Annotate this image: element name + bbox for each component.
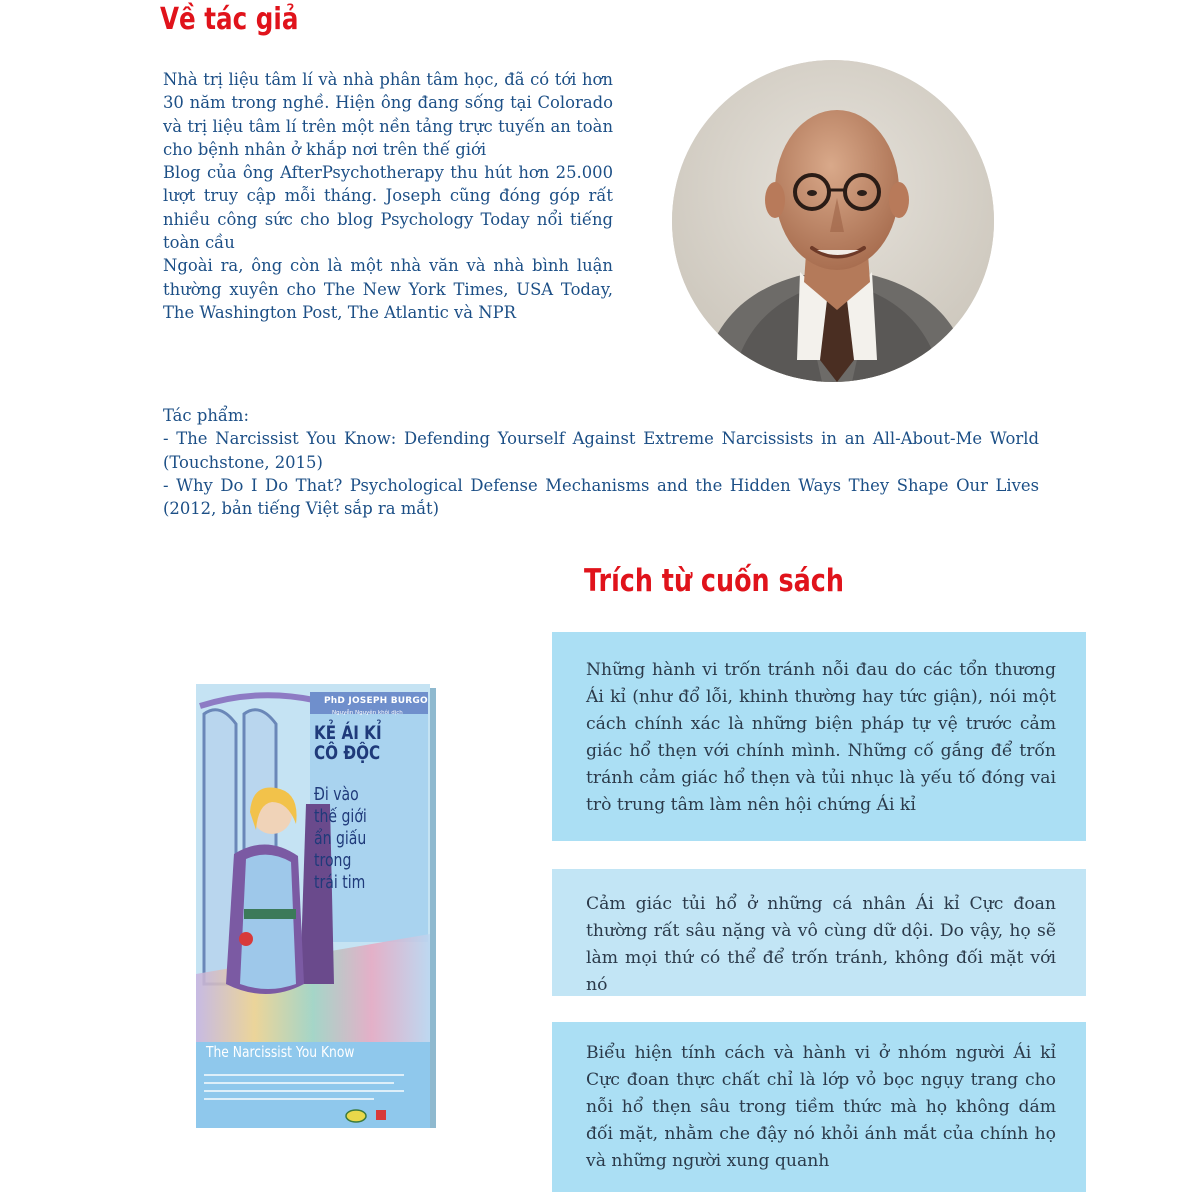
works-label: Tác phẩm:	[163, 406, 249, 425]
book-cover	[196, 684, 436, 1132]
author-bio	[163, 68, 613, 324]
quote-box	[552, 1022, 1086, 1192]
cover-subtitle-line: trong	[314, 850, 352, 871]
cover-subtitle-line: ẩn giấu	[314, 828, 367, 849]
works-list	[163, 404, 1039, 520]
quote-box	[552, 632, 1086, 841]
quote-text: Biểu hiện tính cách và hành vi ở nhóm người Ái kỉ Cực đoan thực chất chỉ là lớp vỏ bọc ngụy trang cho nỗi hổ thẹn sâu trong tiềm thức mà họ không dám đối mặt, nhằm che đậy nó khỏi ánh mắt của chính họ và những người xung quanh	[586, 1043, 1056, 1171]
bio-paragraph: Nhà trị liệu tâm lí và nhà phân tâm học, đã có tới hơn 30 năm trong nghề. Hiện ông đang sống tại Colorado và trị liệu tâm lí trên một nền tảng trực tuyến an toàn cho bệnh nhân ở khắp nơi trên thế giới	[163, 70, 613, 159]
cover-subtitle-line: Đi vào	[314, 784, 359, 805]
cover-translator: Nguyễn Nguyên khôi dịch	[332, 710, 403, 716]
quote-text: Cảm giác tủi hổ ở những cá nhân Ái kỉ Cực đoan thường rất sâu nặng và vô cùng dữ dội. Do vậy, họ sẽ làm mọi thứ có thể để trốn tránh, không đối mặt với nó	[586, 894, 1056, 995]
cover-title-line: CÔ ĐỘC	[314, 742, 381, 764]
cover-author: PhD JOSEPH BURGO	[324, 696, 428, 706]
cover-title-line: KẺ ÁI KỈ	[314, 722, 382, 744]
cover-subtitle-line: thế giới	[314, 806, 367, 827]
bio-paragraph: Ngoài ra, ông còn là một nhà văn và nhà bình luận thường xuyên cho The New York Times, USA Today, The Washington Post, The Atlantic và NPR	[163, 256, 613, 322]
author-section-heading: Về tác giả	[160, 2, 299, 37]
quote-box	[552, 869, 1086, 996]
author-portrait	[672, 60, 994, 382]
excerpt-section-heading: Trích từ cuốn sách	[584, 563, 844, 599]
quote-text: Những hành vi trốn tránh nỗi đau do các tổn thương Ái kỉ (như đổ lỗi, khinh thường hay tức giận), nói một cách chính xác là những biện pháp tự vệ trước cảm giác hổ thẹn với chính mình. Những cố gắng để trốn tránh cảm giác hổ thẹn và tủi nhục là yếu tố đóng vai trò trung tâm làm nên hội chứng Ái kỉ	[586, 660, 1056, 815]
cover-english-title: The Narcissist You Know	[206, 1043, 355, 1061]
works-item: - The Narcissist You Know: Defending Yourself Against Extreme Narcissists in an All-About-Me World (Touchstone, 2015)	[163, 429, 1039, 472]
bio-paragraph: Blog của ông AfterPsychotherapy thu hút hơn 25.000 lượt truy cập mỗi tháng. Joseph cũng đóng góp rất nhiều công sức cho blog Psychology Today nổi tiếng toàn cầu	[163, 163, 613, 253]
works-item: - Why Do I Do That? Psychological Defense Mechanisms and the Hidden Ways They Shape Our Lives (2012, bản tiếng Việt sắp ra mắt)	[163, 475, 1039, 519]
cover-subtitle-line: trái tim	[314, 872, 366, 893]
